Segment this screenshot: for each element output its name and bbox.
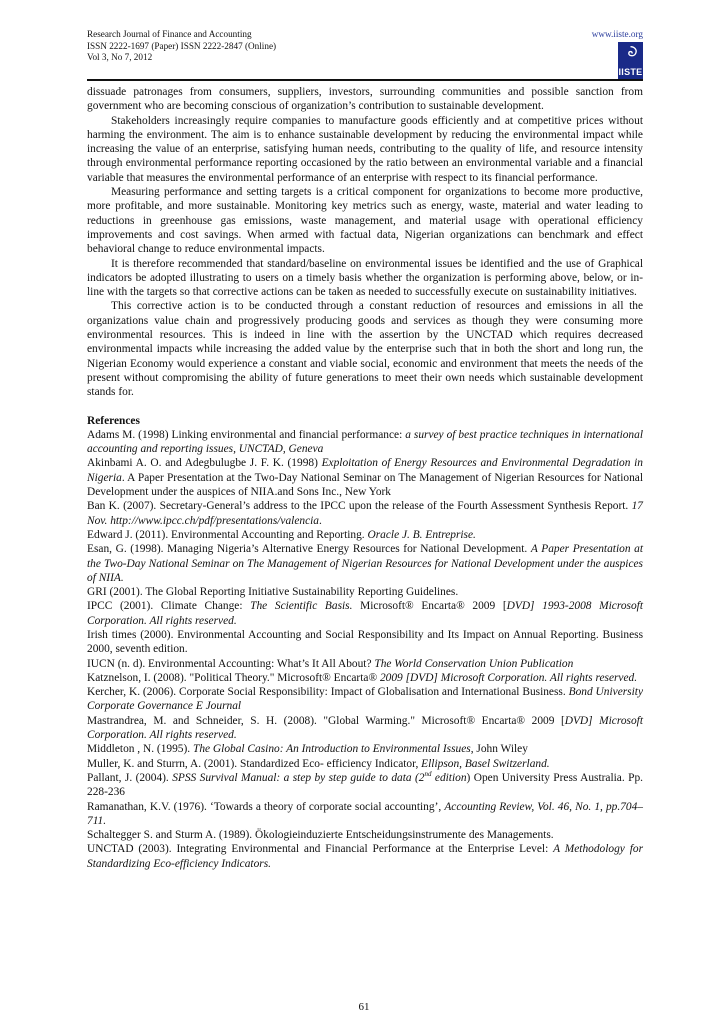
header-rule bbox=[87, 79, 643, 81]
references-heading: References bbox=[87, 414, 140, 427]
reference-item: Mastrandrea, M. and Schneider, S. H. (2008). "Global Warming." Microsoft® Encarta® 2009 [DVD] Microsoft Corporation. All rights reserved. bbox=[87, 714, 644, 742]
reference-item: Muller, K. and Sturrn, A. (2001). Standardized Eco- efficiency Indicator, Ellipson, Basel Switzerland. bbox=[87, 757, 550, 770]
reference-item: Kercher, K. (2006). Corporate Social Responsibility: Impact of Globalisation and International Business. Bond University Corporate Governance E Journal bbox=[87, 686, 643, 713]
logo-text: IISTE bbox=[618, 67, 643, 77]
paragraph-3: Measuring performance and setting targets is a critical component for organizations to become more productive, more profitable, and more sustainable. Monitoring key metrics such as energy, waste, material and water leading to reductions in greenhouse gas emissions, waste management, and material usage with operational efficiency improvements and cost savings. When armed with factual data, Nigerian organizations can benchmark and effect behavioral change to reduce environmental impacts. bbox=[87, 186, 643, 256]
paragraph-5: This corrective action is to be conducted through a constant reduction of resources and emissions in all the organizations value chain and progressively producing goods and services as though they were consuming more environmental resources. This is indeed in line with the assertion by the UNCTAD which requires decreased environmental impacts while increasing the added value by the enterprise such that in both the short and long run, the Nigerian Economy would experience a constant and viable social, economic and environment that meets the needs of the present without compromising the ability of future generations to meet their own needs which sustainable development stands for. bbox=[87, 300, 643, 399]
paragraph-1: dissuade patronages from consumers, suppliers, investors, surrounding communities and possible sanction from government who are becoming conscious of organization’s contribution to sustainable development. bbox=[87, 86, 643, 113]
reference-item: IUCN (n. d). Environmental Accounting: What’s It All About? The World Conservation Union Publication bbox=[87, 657, 574, 670]
swirl-icon bbox=[622, 45, 639, 62]
journal-name: Research Journal of Finance and Accounting bbox=[87, 29, 252, 39]
reference-item: Ban K. (2007). Secretary-General’s address to the IPCC upon the release of the Fourth Assessment Synthesis Report. 17 Nov. http://www.ipcc.ch/pdf/presentations/valencia. bbox=[87, 500, 643, 527]
paragraph-4: It is therefore recommended that standard/baseline on environmental issues be identified and the use of Graphical indicators be adopted illustrating to users on a timely basis whether the organization is performing above, below, or in-line with the targets so that corrective actions can be taken as needed to successfully execute on sustainability initiatives. bbox=[87, 257, 643, 299]
reference-item: Ramanathan, K.V. (1976). ‘Towards a theory of corporate social accounting’, Accounting Review, Vol. 46, No. 1, pp.704–711. bbox=[87, 800, 643, 827]
reference-item: Esan, G. (1998). Managing Nigeria’s Alternative Energy Resources for National Development. A Paper Presentation at the Two-Day National Seminar on The Management of Nigerian Resources for National Development under the auspices of NIIA. bbox=[87, 543, 643, 584]
reference-item: Katznelson, I. (2008). "Political Theory." Microsoft® Encarta® 2009 [DVD] Microsoft Corporation. All rights reserved. bbox=[87, 671, 638, 684]
reference-item: Edward J. (2011). Environmental Accounting and Reporting. Oracle J. B. Entreprise. bbox=[87, 528, 476, 541]
page-header bbox=[87, 29, 643, 83]
page-body bbox=[87, 85, 643, 871]
reference-item: Schaltegger S. and Sturm A. (1989). Ökologieinduzierte Entscheidungsinstrumente des Managements. bbox=[87, 829, 554, 842]
reference-item: Middleton , N. (1995). The Global Casino: An Introduction to Environmental Issues, John Wiley bbox=[87, 743, 528, 756]
reference-item: IPCC (2001). Climate Change: The Scientific Basis. Microsoft® Encarta® 2009 [DVD] 1993-2008 Microsoft Corporation. All rights reserved. bbox=[87, 600, 644, 627]
issn-line: ISSN 2222-1697 (Paper) ISSN 2222-2847 (Online) bbox=[87, 40, 277, 51]
reference-item: UNCTAD (2003). Integrating Environmental and Financial Performance at the Enterprise Level: A Methodology for Standardizing Eco-efficiency Indicators. bbox=[87, 843, 644, 870]
iiste-logo bbox=[618, 42, 643, 80]
reference-item: Pallant, J. (2004). SPSS Survival Manual: a step by step guide to data (2nd edition) Open University Press Australia. Pp. 228-236 bbox=[87, 770, 643, 799]
reference-item: Irish times (2000). Environmental Accounting and Social Responsibility and Its Impact on Annual Reporting. Business 2000, seventh edition. bbox=[87, 628, 643, 656]
reference-item: Adams M. (1998) Linking environmental and financial performance: a survey of best practice techniques in international accounting and reporting issues, UNCTAD, Geneva bbox=[87, 428, 643, 456]
page-number: 61 bbox=[358, 1001, 370, 1013]
reference-item: Akinbami A. O. and Adegbulugbe J. F. K. (1998) Exploitation of Energy Resources and Environmental Degradation in Nigeria. A Paper Presentation at the Two-Day National Seminar on The Management of Nigerian Resources for National Development under the auspices of NIIA.and Sons Inc., New York bbox=[87, 457, 643, 499]
reference-item: GRI (2001). The Global Reporting Initiative Sustainability Reporting Guidelines. bbox=[87, 586, 459, 599]
volume-line: Vol 3, No 7, 2012 bbox=[87, 52, 153, 63]
journal-url[interactable]: www.iiste.org bbox=[591, 29, 643, 39]
paragraph-2: Stakeholders increasingly require companies to manufacture goods efficiently and at competitive prices without harming the environment. The aim is to enhance sustainable development by reducing the environmental impact while increasing the value of an enterprise, satisfying human needs, contributing to the quality of life, and resource intensity through environmental performance reporting occasioned by the ratio between an environmental variable and a financial variable that measures the environmental performance of an enterprise with respect to its financial performance. bbox=[87, 114, 643, 184]
